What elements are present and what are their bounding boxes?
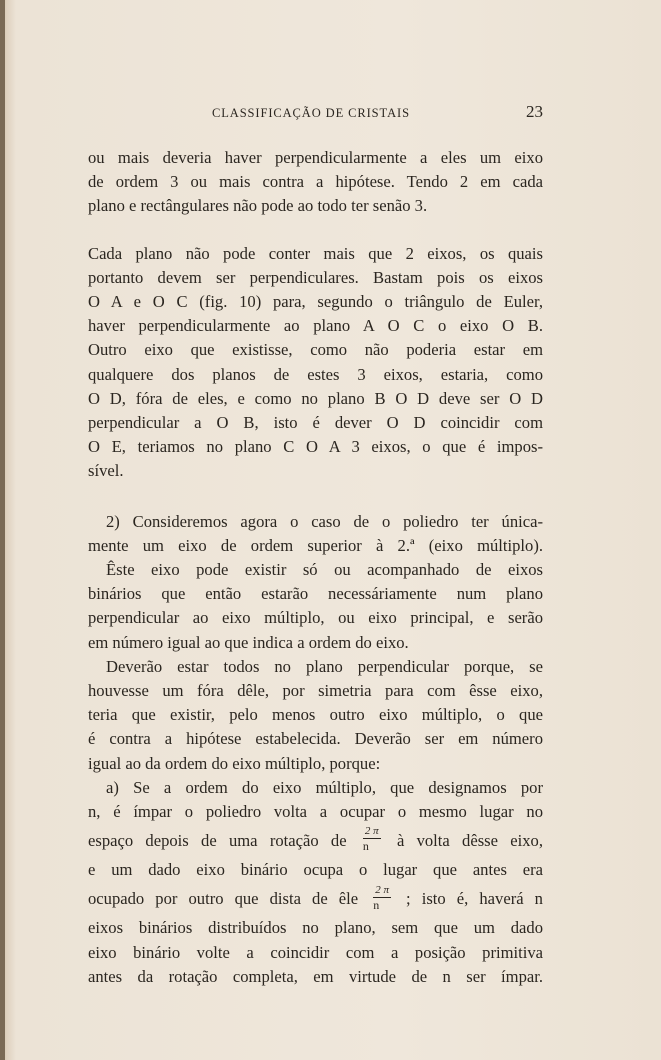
text-line-with-fraction	[88, 824, 543, 858]
text-segment: espaço depois de uma rotação de	[88, 831, 347, 851]
text-segment: à volta dêsse eixo,	[396, 831, 543, 851]
text-line: houvesse um fóra dêle, por simetria para com êsse eixo,	[88, 681, 543, 701]
fraction-denominator: n	[362, 839, 369, 854]
text-line: de ordem 3 ou mais contra a hipótese. Tendo 2 em cada	[88, 172, 543, 192]
text-line: Outro eixo que existisse, como não poderia estar em	[88, 340, 543, 360]
text-line: Êste eixo pode existir só ou acompanhado de eixos	[106, 560, 543, 580]
paragraph-5	[88, 776, 543, 989]
fraction-denominator: n	[373, 897, 380, 912]
text-line: ou mais deveria haver perpendicularmente a eles um eixo	[88, 148, 543, 167]
paragraph-1	[88, 146, 543, 219]
text-line-with-fraction	[88, 882, 543, 916]
fraction-numerator: 2 π	[364, 825, 379, 838]
text-line: perpendicular ao eixo múltiplo, ou eixo principal, e serão	[88, 608, 543, 628]
text-line: binários que então estarão necessáriamente num plano	[88, 584, 543, 604]
text-line: perpendicular a O B, isto é dever O D coincidir com	[88, 413, 543, 433]
text-line: O D, fóra de eles, e como no plano B O D deve ser O D	[88, 388, 543, 408]
text-line: e um dado eixo binário ocupa o lugar que antes era	[88, 860, 543, 880]
text-line: 2) Consideremos agora o caso de o poliedro ter única-	[106, 511, 543, 531]
page-number: 23	[526, 102, 543, 121]
text-line: haver perpendicularmente ao plano A O C o eixo O B.	[88, 316, 543, 336]
paragraph-4	[88, 655, 543, 776]
text-line: antes da rotação completa, em virtude de n ser ímpar.	[88, 966, 543, 986]
running-title: CLASSIFICAÇÃO DE CRISTAIS	[212, 106, 410, 120]
page-binding-edge	[0, 0, 5, 1060]
paragraph-2	[88, 242, 543, 484]
text-line: Cada plano não pode conter mais que 2 eixos, os quais	[88, 243, 543, 263]
text-line: é contra a hipótese estabelecida. Deverão ser em número	[88, 729, 543, 749]
fraction-2pi-over-n	[373, 885, 391, 911]
text-line: igual ao da ordem do eixo múltiplo, porque:	[88, 753, 381, 773]
body-text	[88, 146, 543, 989]
page-header	[88, 104, 543, 126]
text-segment: ; isto é, haverá n	[406, 889, 543, 909]
text-line: teria que existir, pelo menos outro eixo múltiplo, o que	[88, 705, 543, 725]
paragraph-3	[88, 510, 543, 655]
text-line: em número igual ao que indica a ordem do eixo.	[88, 632, 409, 652]
text-line: eixo binário volte a coincidir com a posição primitiva	[88, 942, 543, 962]
text-line: qualquere dos planos de estes 3 eixos, estaria, como	[88, 364, 543, 384]
text-line: eixos binários distribuídos no plano, sem que um dado	[88, 918, 543, 938]
text-line: a) Se a ordem do eixo múltiplo, que designamos por	[106, 777, 543, 797]
text-line: O A e O C (fig. 10) para, segundo o triângulo de Euler,	[88, 292, 543, 312]
text-line: mente um eixo de ordem superior à 2.ª (eixo múltiplo).	[88, 535, 543, 555]
text-line: O E, teriamos no plano C O A 3 eixos, o que é impos-	[88, 437, 543, 457]
text-line: sível.	[88, 461, 124, 481]
text-segment: ocupado por outro que dista de êle	[88, 889, 359, 909]
fraction-numerator: 2 π	[375, 883, 389, 896]
text-line: n, é ímpar o poliedro volta a ocupar o mesmo lugar no	[88, 802, 543, 822]
text-line: plano e rectângulares não pode ao todo ter senão 3.	[88, 196, 428, 216]
text-line: Deverão estar todos no plano perpendicular porque, se	[106, 656, 543, 676]
text-line: portanto devem ser perpendiculares. Bastam pois os eixos	[88, 267, 543, 287]
fraction-2pi-over-n	[363, 826, 381, 852]
